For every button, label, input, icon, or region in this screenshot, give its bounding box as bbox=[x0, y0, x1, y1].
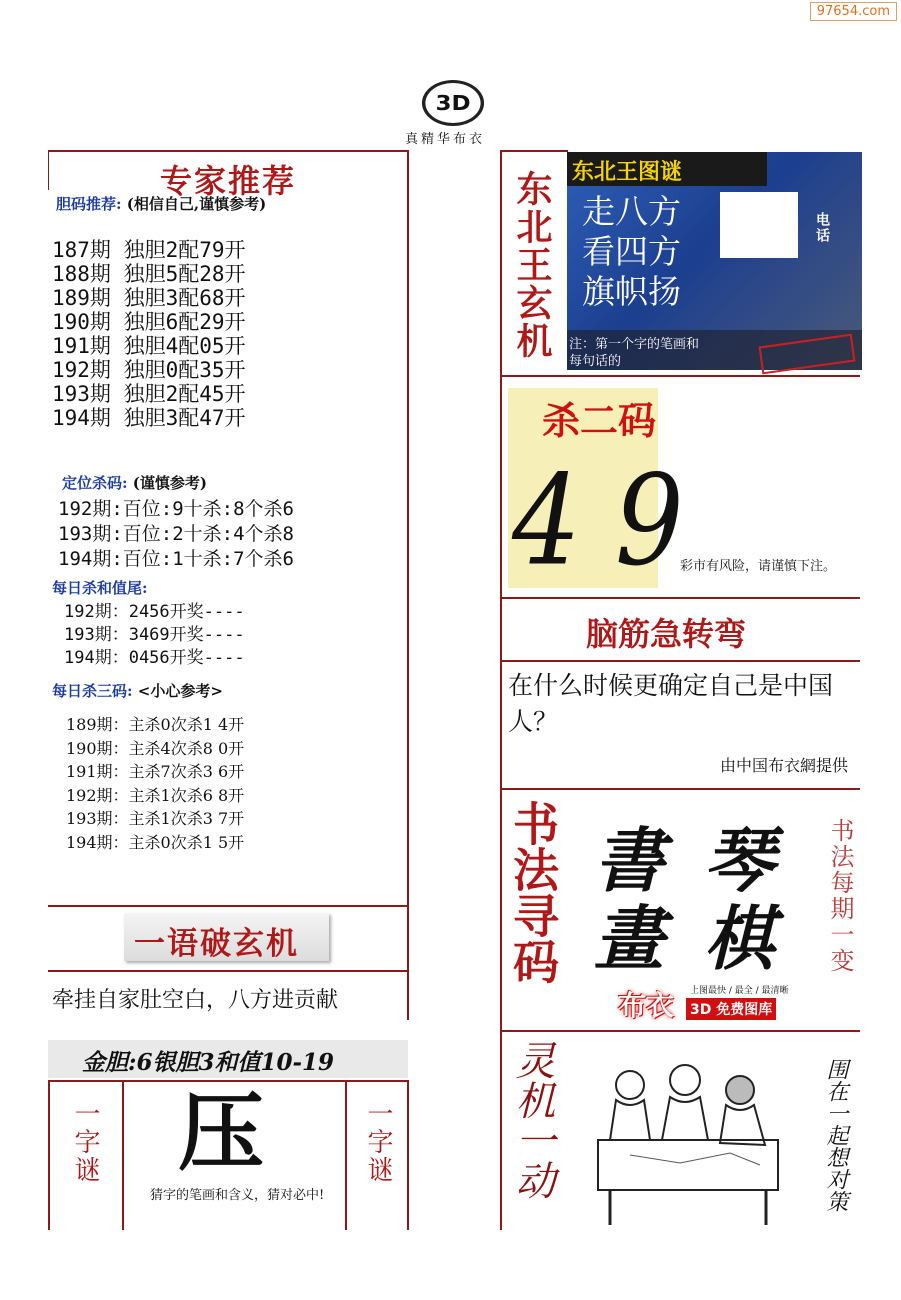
list-item: 193期 独胆2配45开 bbox=[52, 382, 246, 406]
divider bbox=[500, 788, 860, 790]
daily-three-label: 每日杀三码: bbox=[52, 682, 133, 700]
list-item: 193期：3469开奖---- bbox=[64, 625, 245, 645]
brand-name: 布衣 bbox=[618, 989, 675, 1022]
dongbei-vertical: 东北王玄机 bbox=[511, 170, 553, 360]
list-item: 191期 独胆4配05开 bbox=[52, 334, 246, 358]
calligraphy-char: 棋 bbox=[704, 897, 774, 980]
calligraphy-char: 書 bbox=[594, 819, 664, 902]
list-item: 194期:百位:1十杀:7个杀6 bbox=[58, 548, 294, 570]
phrase-title: 一语破玄机 bbox=[134, 926, 299, 962]
poem-line: 旗帜扬 bbox=[582, 272, 681, 311]
header-subtitle: 真精华布衣 bbox=[405, 132, 486, 147]
calligraphy-vertical: 书法寻码 bbox=[506, 800, 560, 984]
divider bbox=[48, 150, 408, 152]
daily-three-header bbox=[52, 680, 223, 701]
divider bbox=[500, 375, 860, 377]
daily-tail-label: 每日杀和值尾: bbox=[52, 579, 148, 597]
blank-box bbox=[720, 192, 798, 258]
list-item: 194期 独胆3配47开 bbox=[52, 406, 246, 430]
list-item: 192期 独胆0配35开 bbox=[52, 358, 246, 382]
clever-illustration bbox=[590, 1045, 815, 1225]
list-item: 189期：主杀0次杀1 4开 bbox=[66, 715, 245, 734]
brand-sub: 3D 免费图库 bbox=[686, 998, 776, 1020]
list-item: 193期:百位:2十杀:4个杀8 bbox=[58, 523, 294, 545]
divider bbox=[500, 660, 860, 662]
people-around-table-icon bbox=[590, 1045, 815, 1225]
list-item: 192期：主杀1次杀6 8开 bbox=[66, 785, 245, 805]
daily-tail-list bbox=[64, 601, 245, 670]
list-item: 187期 独胆2配79开 bbox=[52, 238, 246, 262]
divider bbox=[500, 597, 860, 599]
brain-title: 脑筋急转弯 bbox=[586, 615, 747, 653]
brain-question: 在什么时候更确定自己是中国人？ bbox=[508, 671, 834, 736]
logo-text: 3D bbox=[435, 91, 471, 115]
clever-right: 围在一起想对策 bbox=[823, 1058, 848, 1212]
divider bbox=[407, 1080, 409, 1230]
clever-vertical: 灵机一动 bbox=[509, 1040, 555, 1200]
list-item: 192期：2456开奖---- bbox=[64, 602, 245, 622]
list-item: 192期:百位:9十杀:8个杀6 bbox=[58, 498, 294, 520]
poem-line: 看四方 bbox=[582, 232, 681, 271]
divider bbox=[500, 1030, 860, 1032]
logo bbox=[422, 80, 484, 126]
divider bbox=[48, 905, 408, 907]
divider bbox=[48, 150, 49, 190]
divider bbox=[345, 1080, 347, 1230]
list-item: 194期：主杀0次杀1 5开 bbox=[66, 832, 245, 852]
pos-list bbox=[58, 497, 294, 572]
pos-label: 定位杀码: bbox=[62, 474, 128, 492]
brand-slogan: 上图最快 / 最全 / 最清晰 bbox=[690, 986, 789, 996]
riddle-right-label: 一字谜 bbox=[363, 1100, 393, 1184]
list-item: 188期 独胆5配28开 bbox=[52, 262, 246, 286]
note-text: 注：第一个字的笔画和每句话的 bbox=[569, 337, 700, 369]
kill-title: 杀二码 bbox=[542, 398, 657, 443]
gold-line: 金胆:6银胆3和值10-19 bbox=[82, 1049, 335, 1076]
calligraphy-chars bbox=[594, 819, 814, 980]
divider bbox=[122, 1080, 124, 1230]
list-item: 190期：主杀4次杀8 0开 bbox=[66, 738, 245, 758]
dongbei-poem bbox=[582, 192, 681, 312]
dongbei-banner-text: 东北王图谜 bbox=[572, 159, 683, 185]
poem-line: 走八方 bbox=[582, 192, 681, 231]
divider bbox=[407, 150, 409, 1020]
dan-list bbox=[52, 238, 246, 430]
dan-header bbox=[56, 193, 266, 214]
daily-three-list bbox=[66, 713, 244, 854]
calligraphy-side: 书法每期一变 bbox=[826, 818, 854, 974]
pos-note: (谨慎参考) bbox=[132, 474, 207, 492]
expert-title: 专家推荐 bbox=[160, 162, 297, 200]
daily-three-note: <小心参考> bbox=[137, 682, 223, 700]
riddle-note: 猜字的笔画和含义，猜对必中! bbox=[150, 1188, 325, 1203]
divider bbox=[48, 1080, 50, 1230]
divider bbox=[500, 150, 568, 152]
riddle-left-label: 一字谜 bbox=[70, 1100, 100, 1184]
watermark: 97654.com bbox=[810, 2, 897, 21]
phone-label: 电话 bbox=[814, 212, 830, 244]
risk-text: 彩市有风险，请谨慎下注。 bbox=[680, 559, 837, 574]
list-item: 189期 独胆3配68开 bbox=[52, 286, 246, 310]
list-item: 193期：主杀1次杀3 7开 bbox=[66, 809, 245, 828]
list-item: 191期：主杀7次杀3 6开 bbox=[66, 762, 245, 781]
divider bbox=[500, 150, 502, 1230]
pos-header bbox=[62, 472, 207, 493]
dan-note: (相信自己,谨慎参考) bbox=[126, 195, 267, 213]
divider bbox=[48, 970, 408, 972]
calligraphy-char: 畫 bbox=[594, 897, 664, 980]
riddle-char: 压 bbox=[178, 1082, 264, 1183]
list-item: 194期：0456开奖---- bbox=[64, 648, 245, 668]
brain-source: 由中国布衣網提供 bbox=[720, 756, 849, 775]
dan-label: 胆码推荐: bbox=[56, 195, 122, 213]
kill-digits: 4 9 bbox=[512, 449, 684, 594]
calligraphy-char: 琴 bbox=[704, 819, 774, 902]
list-item: 190期 独胆6配29开 bbox=[52, 310, 246, 334]
phrase-text: 牵挂自家肚空白，八方进贡献 bbox=[52, 988, 339, 1013]
